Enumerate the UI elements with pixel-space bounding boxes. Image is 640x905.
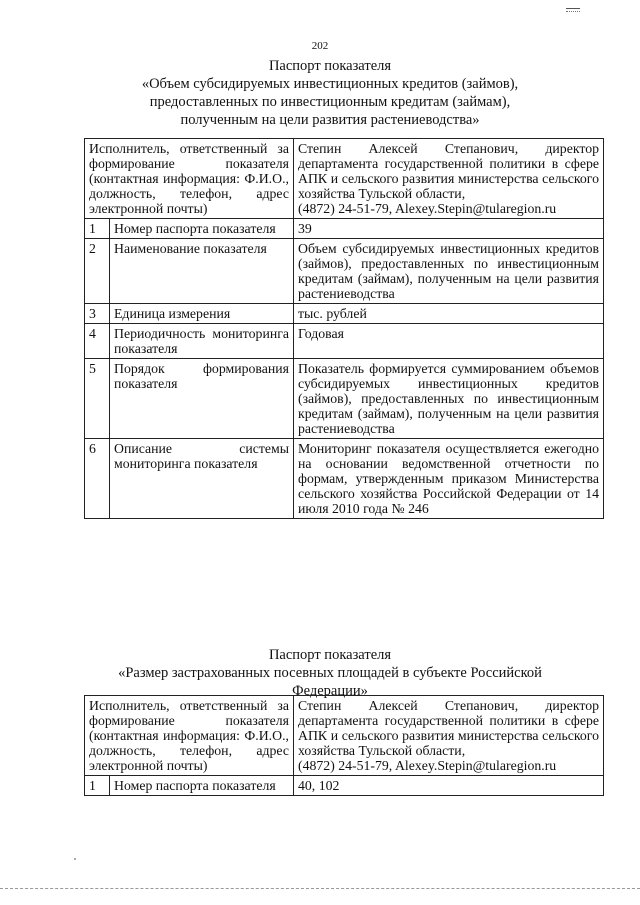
table-row xyxy=(85,324,604,359)
row-value: Годовая xyxy=(294,324,604,359)
table-row xyxy=(85,239,604,304)
row-label: Порядок формирования показателя xyxy=(110,359,294,439)
row-number: 3 xyxy=(85,304,110,324)
executor-value xyxy=(294,139,604,219)
passport1-heading xyxy=(60,57,600,129)
table-row xyxy=(85,359,604,439)
row-value: Показатель формируется суммированием объемов субсидируемых инвестиционных кредитов (займов), предоставленных по инвестиционным кредитам (займам), полученным на цели развития растениеводства xyxy=(294,359,604,439)
row-value: 40, 102 xyxy=(294,776,604,796)
executor-text: Степин Алексей Степанович, директор департамента государственной политики в сфере АПК и сельского развития министерства сельского хозяйства Тульской области, xyxy=(298,698,599,758)
heading-line: предоставленных по инвестиционным кредитам (займам), xyxy=(149,94,511,110)
row-value: Мониторинг показателя осуществляется ежегодно на основании ведомственной отчетности по формам, утвержденным приказом Министерства сельского хозяйства Российской Федерации от 14 июля 2010 года № 246 xyxy=(294,439,604,519)
scan-mark xyxy=(566,8,580,12)
scan-speck xyxy=(74,858,76,860)
row-number: 1 xyxy=(85,776,110,796)
passport2-heading xyxy=(60,646,600,700)
row-number: 6 xyxy=(85,439,110,519)
executor-text: Степин Алексей Степанович, директор департамента государственной политики в сфере АПК и сельского развития министерства сельского хозяйства Тульской области, xyxy=(298,141,599,201)
heading-line: Паспорт показателя xyxy=(268,58,392,74)
row-label: Периодичность мониторинга показателя xyxy=(110,324,294,359)
row-number: 2 xyxy=(85,239,110,304)
executor-row xyxy=(85,139,604,219)
row-number: 1 xyxy=(85,219,110,239)
passport1-table xyxy=(84,138,604,519)
row-label: Единица измерения xyxy=(110,304,294,324)
heading-line: Федерации» xyxy=(292,683,368,699)
row-label: Номер паспорта показателя xyxy=(110,776,294,796)
heading-line: «Размер застрахованных посевных площадей в субъекте Российской xyxy=(118,665,542,681)
table-row xyxy=(85,304,604,324)
table-row xyxy=(85,219,604,239)
heading-line: полученным на цели развития растениеводства» xyxy=(180,112,480,128)
passport2-table xyxy=(84,695,604,796)
executor-label: Исполнитель, ответственный за формирование показателя (контактная информация: Ф.И.О., должность, телефон, адрес электронной почты) xyxy=(85,139,294,219)
page-number: 202 xyxy=(311,40,329,52)
row-label: Описание системы мониторинга показателя xyxy=(110,439,294,519)
executor-row xyxy=(85,696,604,776)
row-value: Объем субсидируемых инвестиционных кредитов (займов), предоставленных по инвестиционным кредитам (займам), полученным на цели развития растениеводства xyxy=(294,239,604,304)
executor-contact: (4872) 24-51-79, Alexey.Stepin@tularegion.ru xyxy=(298,758,557,773)
row-value: тыс. рублей xyxy=(294,304,604,324)
executor-value xyxy=(294,696,604,776)
row-value: 39 xyxy=(294,219,604,239)
heading-line: «Объем субсидируемых инвестиционных кредитов (займов), xyxy=(141,76,519,92)
row-number: 5 xyxy=(85,359,110,439)
row-label: Номер паспорта показателя xyxy=(110,219,294,239)
row-label: Наименование показателя xyxy=(110,239,294,304)
table-row xyxy=(85,776,604,796)
executor-label: Исполнитель, ответственный за формирование показателя (контактная информация: Ф.И.О., должность, телефон, адрес электронной почты) xyxy=(85,696,294,776)
executor-contact: (4872) 24-51-79, Alexey.Stepin@tularegion.ru xyxy=(298,201,557,216)
heading-line: Паспорт показателя xyxy=(268,647,392,663)
row-number: 4 xyxy=(85,324,110,359)
table-row xyxy=(85,439,604,519)
scan-edge-line xyxy=(0,888,640,889)
